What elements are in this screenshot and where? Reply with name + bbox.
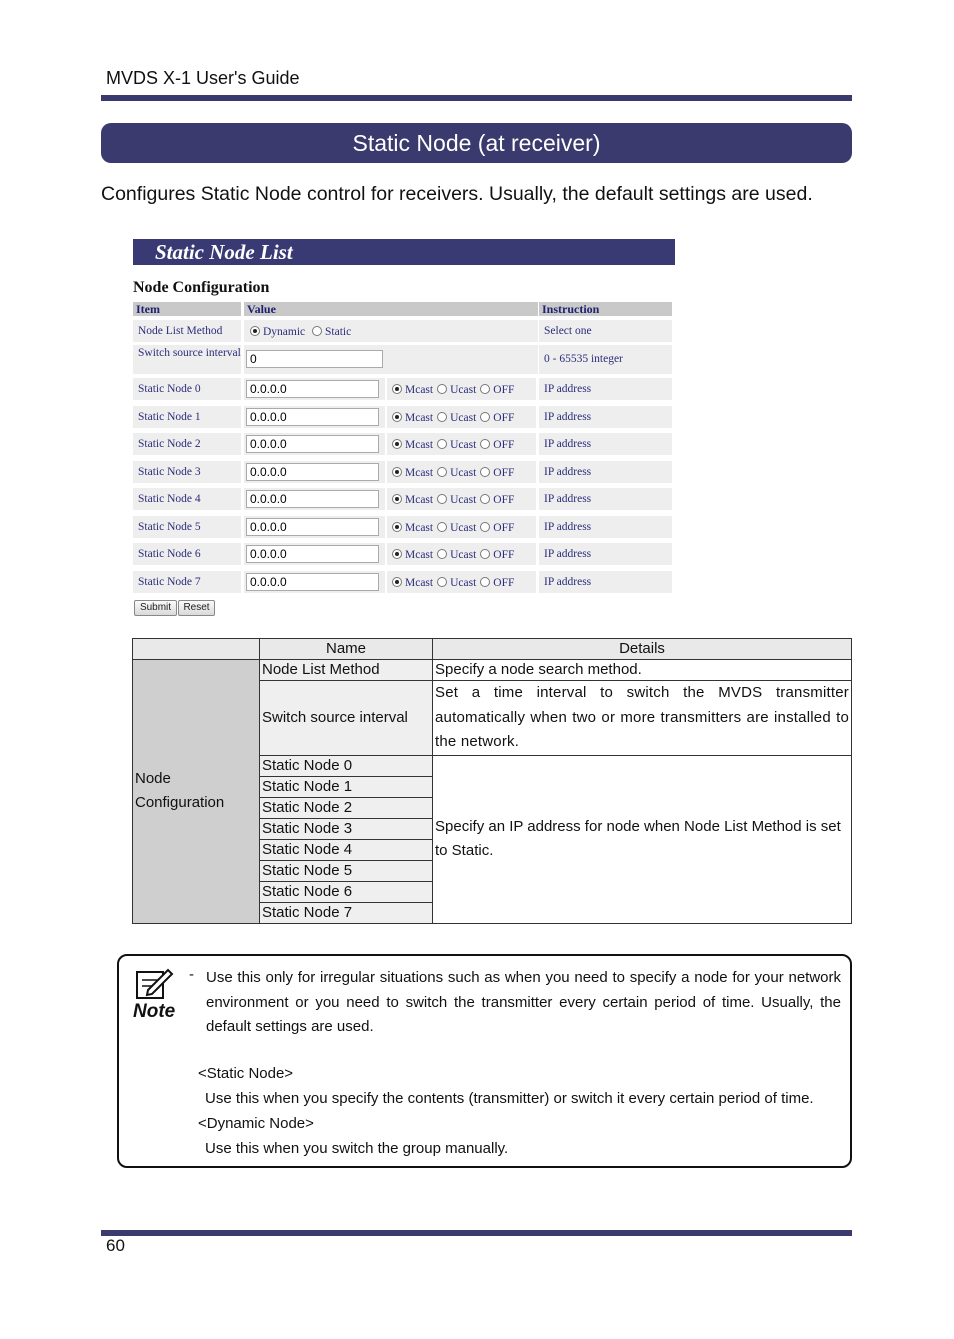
radio-off-label: OFF [493, 576, 515, 589]
static-node-ip-input[interactable]: 0.0.0.0 [246, 435, 379, 453]
method-label: Node List Method [133, 320, 241, 342]
table-cell-details: Specify an IP address for node when Node List Method is set to Static. [433, 755, 852, 923]
radio-ucast-label: Ucast [450, 384, 477, 396]
radio-mcast-label: Mcast [405, 576, 434, 589]
top-rule [101, 95, 852, 101]
table-header-row [133, 639, 852, 660]
static-node-label: Static Node 1 [133, 406, 241, 428]
radio-ucast-label: Ucast [450, 576, 477, 589]
radio-mcast[interactable] [392, 549, 402, 559]
static-node-ip-input[interactable]: 0.0.0.0 [246, 545, 379, 563]
table-cell-name: Static Node 1 [260, 776, 433, 797]
static-node-instruction: IP address [539, 406, 672, 428]
static-node-ip-cell [244, 543, 385, 565]
radio-mcast[interactable] [392, 577, 402, 587]
note-pencil-icon [134, 966, 174, 1002]
radio-ucast-label: Ucast [450, 439, 477, 451]
radio-ucast[interactable] [437, 549, 447, 559]
table-cell-details: Set a time interval to switch the MVDS transmitter automatically when two or more transmitters are installed to the network. [433, 681, 852, 756]
bottom-rule [101, 1230, 852, 1236]
radio-ucast-label: Ucast [450, 521, 477, 534]
description-table [132, 638, 852, 924]
radio-mcast-label: Mcast [405, 494, 434, 506]
method-row [133, 320, 678, 342]
radio-ucast[interactable] [437, 494, 447, 504]
static-node-row [133, 461, 678, 483]
section-title: Static Node (at receiver) [101, 123, 852, 163]
static-node-instruction: IP address [539, 461, 672, 483]
static-node-ip-input[interactable]: 0.0.0.0 [246, 408, 379, 426]
radio-mcast-label: Mcast [405, 384, 434, 396]
page-number: 60 [106, 1236, 125, 1255]
radio-off-label: OFF [493, 466, 515, 479]
radio-off[interactable] [480, 412, 490, 422]
col-instruction: Instruction [539, 302, 672, 316]
static-node-mode-group [387, 378, 536, 400]
static-node-mode-group [387, 488, 536, 510]
static-node-instruction: IP address [539, 571, 672, 593]
static-node-ip-cell [244, 488, 385, 510]
screenshot-subtitle: Node Configuration [133, 279, 270, 296]
radio-ucast[interactable] [437, 522, 447, 532]
radio-off[interactable] [480, 439, 490, 449]
static-node-instruction: IP address [539, 433, 672, 455]
radio-off[interactable] [480, 467, 490, 477]
table-header-details: Details [433, 639, 852, 660]
radio-off-label: OFF [493, 384, 515, 396]
submit-button[interactable]: Submit [134, 600, 177, 616]
radio-static[interactable] [312, 326, 322, 336]
static-node-mode-group [387, 543, 536, 565]
static-node-label: Static Node 0 [133, 378, 241, 400]
static-node-instruction: IP address [539, 488, 672, 510]
static-node-label: Static Node 7 [133, 571, 241, 593]
static-node-instruction: IP address [539, 543, 672, 565]
static-node-ip-input[interactable]: 0.0.0.0 [246, 573, 379, 591]
table-cell-name: Static Node 6 [260, 881, 433, 902]
radio-mcast[interactable] [392, 412, 402, 422]
radio-ucast-label: Ucast [450, 411, 477, 424]
interval-instruction: 0 - 65535 integer [539, 345, 672, 374]
radio-dynamic[interactable] [250, 326, 260, 336]
static-node-ip-input[interactable]: 0.0.0.0 [246, 380, 379, 398]
radio-mcast-label: Mcast [405, 466, 434, 479]
reset-button[interactable]: Reset [178, 600, 215, 616]
radio-dynamic-label: Dynamic [263, 326, 306, 338]
static-node-list-screenshot [133, 239, 678, 619]
note-bullet: - [189, 966, 194, 983]
radio-off-label: OFF [493, 521, 515, 534]
static-node-row [133, 378, 678, 400]
static-node-ip-input[interactable]: 0.0.0.0 [246, 463, 379, 481]
radio-mcast[interactable] [392, 439, 402, 449]
interval-label: Switch source interval [133, 345, 241, 374]
method-instruction: Select one [539, 320, 672, 342]
static-node-mode-group [387, 571, 536, 593]
static-node-mode-group [387, 461, 536, 483]
table-cell-name: Switch source interval [260, 681, 433, 756]
screenshot-header-row [133, 302, 678, 316]
radio-mcast[interactable] [392, 467, 402, 477]
table-group-cell [133, 660, 260, 924]
radio-off[interactable] [480, 384, 490, 394]
screenshot-title: Static Node List [133, 239, 675, 265]
radio-ucast-label: Ucast [450, 494, 477, 506]
group-label: Node Configuration [135, 770, 225, 812]
interval-input[interactable]: 0 [246, 350, 383, 368]
radio-off[interactable] [480, 577, 490, 587]
static-node-ip-input[interactable]: 0.0.0.0 [246, 518, 379, 536]
table-cell-details: Specify a node search method. [433, 660, 852, 681]
radio-off-label: OFF [493, 494, 515, 506]
static-node-label: Static Node 6 [133, 543, 241, 565]
static-node-ip-cell [244, 516, 385, 538]
table-cell-name: Static Node 2 [260, 797, 433, 818]
static-node-label: Static Node 3 [133, 461, 241, 483]
radio-mcast-label: Mcast [405, 411, 434, 424]
method-radio-group [244, 320, 538, 342]
radio-mcast[interactable] [392, 384, 402, 394]
static-node-ip-cell [244, 461, 385, 483]
static-node-ip-cell [244, 406, 385, 428]
radio-ucast[interactable] [437, 439, 447, 449]
static-node-instruction: IP address [539, 378, 672, 400]
table-row [133, 660, 852, 681]
radio-ucast[interactable] [437, 412, 447, 422]
radio-mcast-label: Mcast [405, 521, 434, 534]
radio-off-label: OFF [493, 411, 515, 424]
static-node-label: Static Node 5 [133, 516, 241, 538]
radio-ucast-label: Ucast [450, 549, 477, 561]
radio-mcast-label: Mcast [405, 439, 434, 451]
dynamic-node-heading: <Dynamic Node> [198, 1115, 314, 1132]
note-label: Note [133, 1001, 176, 1022]
radio-mcast[interactable] [392, 522, 402, 532]
table-cell-name: Static Node 7 [260, 902, 433, 923]
intro-text: Configures Static Node control for receivers. Usually, the default settings are used. [101, 183, 813, 205]
static-node-heading: <Static Node> [198, 1065, 294, 1082]
static-node-row [133, 516, 678, 538]
radio-ucast[interactable] [437, 384, 447, 394]
static-node-row [133, 406, 678, 428]
guide-title: MVDS X-1 User's Guide [106, 68, 300, 88]
static-node-row [133, 433, 678, 455]
interval-cell [244, 345, 538, 374]
note-box [117, 954, 852, 1168]
radio-ucast-label: Ucast [450, 466, 477, 479]
dynamic-node-text: Use this when you switch the group manually. [205, 1140, 509, 1157]
static-node-ip-cell [244, 571, 385, 593]
radio-ucast[interactable] [437, 577, 447, 587]
static-node-mode-group [387, 433, 536, 455]
table-header-empty [133, 639, 260, 660]
table-cell-name: Static Node 3 [260, 818, 433, 839]
static-node-label: Static Node 2 [133, 433, 241, 455]
table-cell-name: Static Node 0 [260, 755, 433, 776]
note-paragraph: Use this only for irregular situations such as when you need to specify a node for your network environment or you need to switch the transmitter every certain period of time. Usually, the default settings are used. [206, 969, 841, 1035]
table-cell-name: Node List Method [260, 660, 433, 681]
static-node-row [133, 488, 678, 510]
static-node-ip-input[interactable]: 0.0.0.0 [246, 490, 379, 508]
radio-off-label: OFF [493, 439, 515, 451]
table-cell-name: Static Node 5 [260, 860, 433, 881]
radio-off[interactable] [480, 494, 490, 504]
table-header-name: Name [260, 639, 433, 660]
radio-ucast[interactable] [437, 467, 447, 477]
static-node-label: Static Node 4 [133, 488, 241, 510]
radio-off[interactable] [480, 522, 490, 532]
interval-row [133, 345, 678, 374]
radio-mcast[interactable] [392, 494, 402, 504]
static-node-instruction: IP address [539, 516, 672, 538]
static-node-mode-group [387, 406, 536, 428]
static-node-row [133, 543, 678, 565]
col-item: Item [133, 302, 241, 316]
radio-off[interactable] [480, 549, 490, 559]
static-node-ip-cell [244, 378, 385, 400]
static-node-row [133, 571, 678, 593]
radio-static-label: Static [325, 326, 352, 338]
radio-off-label: OFF [493, 549, 515, 561]
static-node-ip-cell [244, 433, 385, 455]
col-value: Value [244, 302, 538, 316]
table-cell-name: Static Node 4 [260, 839, 433, 860]
static-node-text: Use this when you specify the contents (transmitter) or switch it every certain period of time. [205, 1090, 814, 1107]
static-node-mode-group [387, 516, 536, 538]
radio-mcast-label: Mcast [405, 549, 434, 561]
